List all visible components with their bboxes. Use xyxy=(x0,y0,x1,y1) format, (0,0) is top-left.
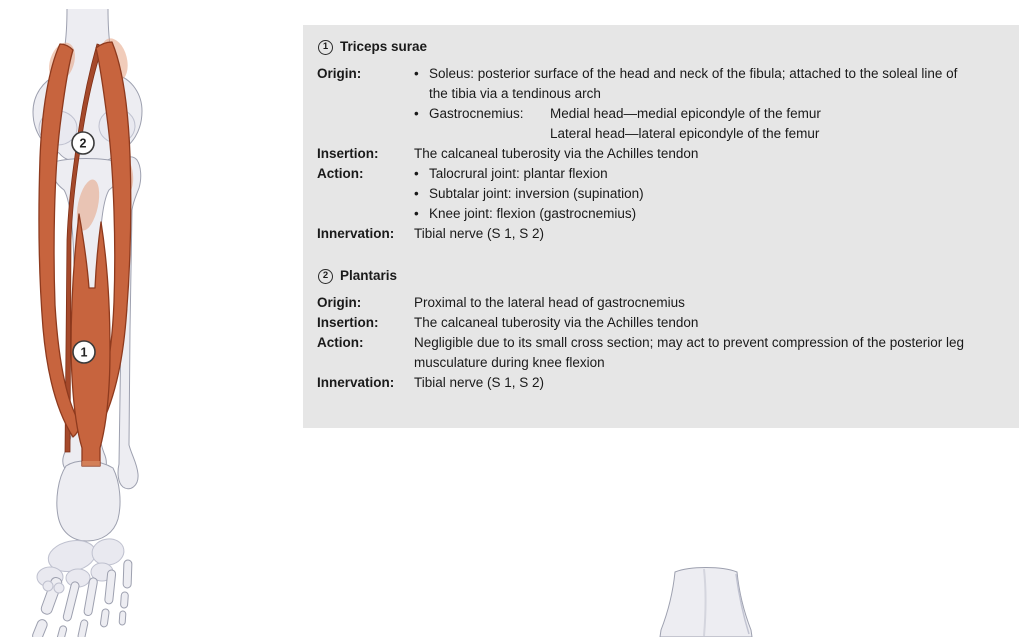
gastrocnemius-lead: Gastrocnemius: xyxy=(429,106,524,121)
field-value xyxy=(414,164,974,224)
field-label: Insertion: xyxy=(317,315,379,330)
field-label: Action: xyxy=(317,166,364,181)
field-value: The calcaneal tuberosity via the Achilles tendon xyxy=(414,146,699,161)
origin-row xyxy=(317,64,1003,144)
insertion-row xyxy=(317,313,1003,333)
muscle-name: Triceps surae xyxy=(340,39,428,54)
field-label: Origin: xyxy=(317,66,362,81)
action-bullet xyxy=(414,184,974,204)
metatarsal-bone xyxy=(62,581,79,622)
sesamoid-bone xyxy=(54,583,64,593)
achilles-insertion-edge xyxy=(82,461,100,466)
bullet-text: Soleus: posterior surface of the head and neck of the fibula; attached to the soleal line of the tibia via a tendinous arch xyxy=(429,66,958,101)
field-value xyxy=(414,64,974,144)
field-value: Negligible due to its small cross section; may act to prevent compression of the posterior leg musculature during knee flexion xyxy=(414,335,965,370)
bullet-text: Talocrural joint: plantar flexion xyxy=(429,166,608,181)
sesamoid-bone xyxy=(43,581,53,591)
figure-label-triceps-surae xyxy=(73,341,95,363)
toe-phalanx xyxy=(119,611,126,625)
muscle-name: Plantaris xyxy=(340,268,398,283)
section-header xyxy=(318,266,1003,286)
bullet-text: Knee joint: flexion (gastrocnemius) xyxy=(429,206,637,221)
label-number: 2 xyxy=(79,136,87,151)
gastrocnemius-heads xyxy=(429,104,974,144)
medial-head-line: Medial head—medial epicondyle of the femur xyxy=(550,106,821,121)
bullet-icon xyxy=(414,104,429,124)
origin-row xyxy=(317,293,1003,313)
lateral-head-line: Lateral head—lateral epicondyle of the femur xyxy=(550,126,820,141)
muscle-number-badge: 2 xyxy=(318,269,333,284)
leg-illustration xyxy=(20,0,190,637)
toe-phalanx xyxy=(55,625,67,637)
bullet-icon xyxy=(414,204,429,224)
origin-bullet-gastrocnemius xyxy=(414,104,974,144)
tarsal-bone xyxy=(90,536,126,567)
bullet-icon xyxy=(414,184,429,204)
figure-label-plantaris xyxy=(72,132,94,154)
field-label: Action: xyxy=(317,335,364,350)
label-number: 1 xyxy=(80,345,88,360)
action-row xyxy=(317,333,1003,373)
field-label: Innervation: xyxy=(317,226,395,241)
action-row xyxy=(317,164,1003,224)
field-value: Tibial nerve (S 1, S 2) xyxy=(414,375,545,390)
field-value: The calcaneal tuberosity via the Achilles tendon xyxy=(414,315,699,330)
action-bullet xyxy=(414,164,974,184)
field-label: Insertion: xyxy=(317,146,379,161)
section-header xyxy=(318,37,1003,57)
partial-bone-illustration xyxy=(648,566,764,637)
innervation-row xyxy=(317,224,1003,244)
bullet-text: Subtalar joint: inversion (supination) xyxy=(429,186,644,201)
action-bullet xyxy=(414,204,974,224)
field-label: Origin: xyxy=(317,295,362,310)
foot-bones-group xyxy=(31,461,132,637)
femur-top-fade xyxy=(58,0,120,9)
metatarsal-bone xyxy=(123,560,132,588)
toe-phalanx xyxy=(100,609,109,628)
field-value: Tibial nerve (S 1, S 2) xyxy=(414,226,545,241)
toe-phalanx xyxy=(77,619,88,637)
innervation-row xyxy=(317,373,1003,393)
bullet-icon xyxy=(414,164,429,184)
field-label: Innervation: xyxy=(317,375,395,390)
toe-phalanx xyxy=(31,618,49,637)
origin-bullet-soleus xyxy=(414,64,974,104)
field-value: Proximal to the lateral head of gastrocnemius xyxy=(414,295,685,310)
insertion-row xyxy=(317,144,1003,164)
muscle-fact-box xyxy=(303,25,1019,428)
toe-phalanx xyxy=(120,592,128,608)
muscle-section-plantaris xyxy=(317,266,1003,393)
muscle-section-triceps-surae xyxy=(317,37,1003,244)
gastrocnemius-head-lines xyxy=(550,104,974,144)
muscle-number-badge: 1 xyxy=(318,40,333,55)
calcaneus-bone xyxy=(57,461,120,541)
bullet-icon xyxy=(414,64,429,84)
